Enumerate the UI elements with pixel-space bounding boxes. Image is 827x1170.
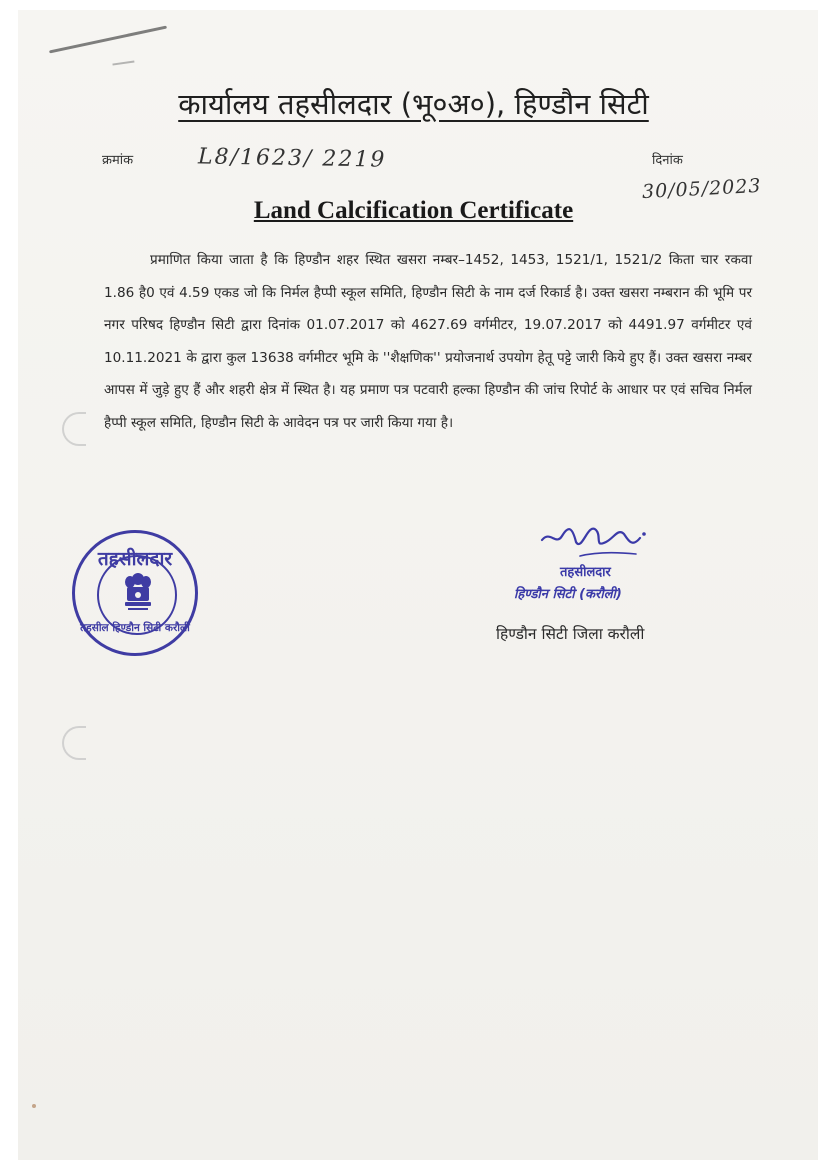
punch-hole-mark bbox=[62, 726, 86, 760]
national-emblem-icon bbox=[121, 571, 155, 615]
scan-artifact bbox=[49, 26, 167, 54]
ref-number-label: क्रमांक bbox=[102, 153, 134, 168]
signatory-designation: तहसीलदार bbox=[560, 565, 611, 580]
certificate-body: प्रमाणित किया जाता है कि हिण्डौन शहर स्थित खसरा नम्बर–1452, 1453, 1521/1, 1521/2 किता चार रकवा 1.86 है0 एवं 4.59 एकड जो कि निर्मल हैप्पी स्कूल समिति, हिण्डौन सिटी के नाम दर्ज रिकार्ड है। उक्त खसरा नम्बरान की भूमि पर नगर परिषद हिण्डौन सिटी द्वारा दिनांक 01.07.2017 को 4627.69 वर्गमीटर, 19.07.2017 को 4491.97 वर्गमीटर एवं 10.11.2021 के द्वारा कुल 13638 वर्गमीटर भूमि के ''शैक्षणिक'' प्रयोजनार्थ उपयोग हेतू पट्टे जारी किये हुए हैं। उक्त खसरा नम्बर आपस में जुड़े हुए हैं और शहरी क्षेत्र में स्थित है। यह प्रमाण पत्र पटवारी हल्का हिण्डौन की जांच रिपोर्ट के आधार पर एवं सचिव निर्मल हैप्पी स्कूल समिति, हिण्डौन सिटी के आवेदन पत्र पर जारी किया गया है। bbox=[104, 252, 752, 431]
scan-artifact bbox=[112, 61, 135, 74]
punch-hole-mark bbox=[62, 412, 86, 446]
ref-number-handwritten: L8/1623/ 2219 bbox=[197, 144, 387, 173]
paper-speck bbox=[32, 1104, 36, 1108]
official-seal bbox=[72, 530, 198, 656]
date-label: दिनांक bbox=[652, 153, 683, 168]
date-handwritten: 30/05/2023 bbox=[641, 174, 763, 204]
office-title: कार्यालय तहसीलदार (भू०अ०), हिण्डौन सिटी bbox=[178, 87, 649, 121]
signatory-office: हिण्डौन सिटी (करौली) bbox=[514, 587, 622, 602]
certificate-title: Land Calcification Certificate bbox=[253, 197, 574, 224]
seal-top-text: तहसीलदार bbox=[97, 548, 173, 570]
signatory-place: हिण्डौन सिटी जिला करौली bbox=[496, 625, 645, 643]
seal-bottom-text: तहसील हिण्डौन सिटी करौली bbox=[80, 622, 190, 634]
